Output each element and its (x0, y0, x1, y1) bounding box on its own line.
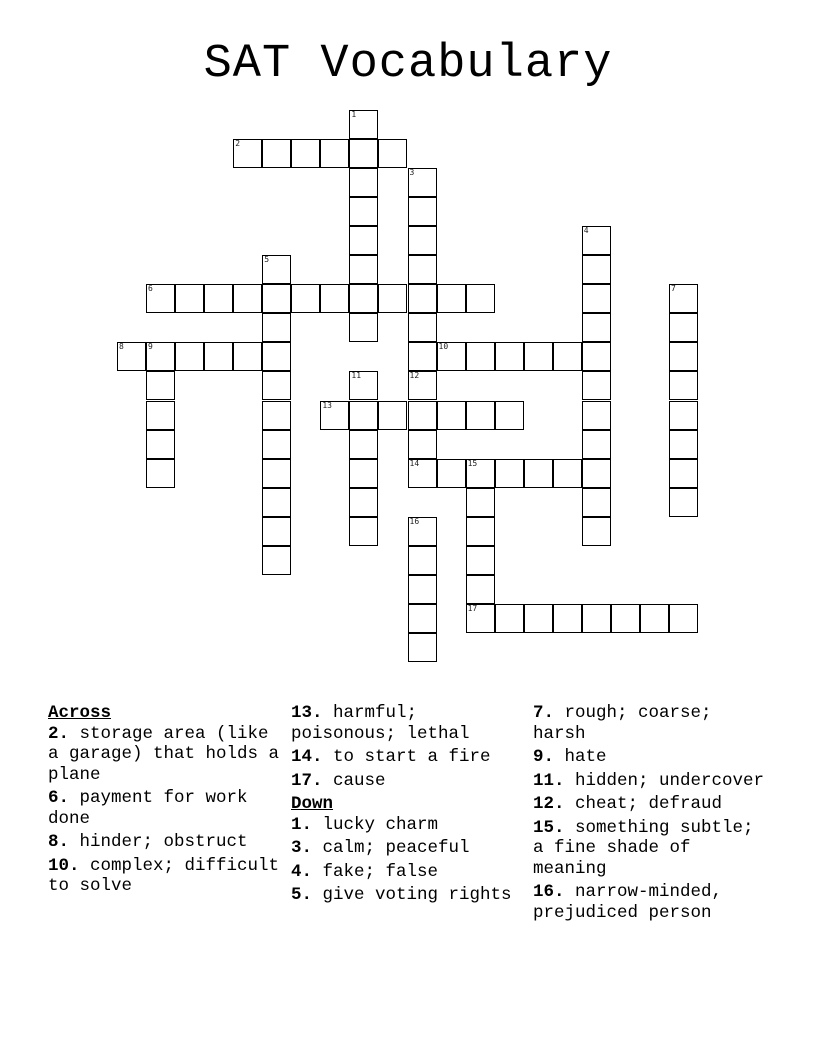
down-clue (533, 818, 773, 880)
grid-cell[interactable] (117, 342, 146, 371)
across-clue (291, 703, 531, 744)
grid-cell[interactable] (146, 371, 175, 400)
clue-text: hinder; obstruct (79, 832, 248, 852)
grid-cell[interactable] (466, 342, 495, 371)
grid-cell[interactable] (437, 401, 466, 430)
grid-cell[interactable] (204, 284, 233, 313)
across-clue (291, 747, 531, 768)
grid-cell[interactable] (262, 139, 291, 168)
grid-cell[interactable] (466, 401, 495, 430)
grid-cell[interactable] (408, 633, 437, 662)
clue-text: cheat; defraud (575, 794, 723, 814)
grid-cell[interactable] (262, 546, 291, 575)
clue-number: 14 (409, 458, 420, 468)
grid-cell[interactable] (669, 459, 698, 488)
clue-text: fake; false (322, 861, 439, 882)
clue-text: to start a fire (333, 747, 491, 767)
grid-cell[interactable] (495, 342, 524, 371)
down-clue (291, 815, 531, 836)
grid-cell[interactable] (349, 459, 378, 488)
grid-cell[interactable] (408, 430, 437, 459)
grid-cell[interactable] (437, 342, 466, 371)
grid-cell[interactable] (466, 546, 495, 575)
grid-cell[interactable] (669, 401, 698, 430)
grid-cell[interactable] (262, 284, 291, 313)
grid-cell[interactable] (408, 604, 437, 633)
grid-cell[interactable] (582, 459, 611, 488)
clue-number: 9 (148, 342, 153, 352)
grid-cell[interactable] (349, 197, 378, 226)
clue-number: 5 (264, 255, 270, 265)
clue-text: payment for work done (48, 788, 248, 829)
clue-number: 11 (351, 371, 362, 381)
down-heading: Down (291, 794, 334, 814)
grid-cell[interactable] (262, 517, 291, 546)
grid-cell[interactable] (495, 401, 524, 430)
grid-cell[interactable] (408, 197, 437, 226)
grid-cell[interactable] (349, 313, 378, 342)
clue-number-label: 8. (48, 832, 70, 852)
clue-number-label: 3. (291, 838, 313, 858)
clue-number-label: 7. (533, 703, 555, 723)
across-clue (48, 832, 288, 853)
grid-cell[interactable] (175, 342, 204, 371)
grid-cell[interactable] (291, 284, 320, 313)
clue-number-label: 12. (533, 794, 565, 814)
grid-cell[interactable] (524, 459, 553, 488)
clue-number-label: 14. (291, 747, 323, 767)
clue-number: 7 (670, 284, 676, 294)
clue-column-2 (291, 703, 531, 909)
grid-cell[interactable] (466, 284, 495, 313)
grid-cell[interactable] (582, 284, 611, 313)
clue-number-label: 5. (291, 885, 313, 905)
grid-cell[interactable] (262, 371, 291, 400)
grid-cell[interactable] (582, 604, 611, 633)
grid-cell[interactable] (582, 371, 611, 400)
grid-cell[interactable] (175, 284, 204, 313)
grid-cell[interactable] (320, 401, 349, 430)
grid-cell[interactable] (146, 401, 175, 430)
grid-cell[interactable] (437, 284, 466, 313)
down-clue (533, 771, 773, 792)
across-clue (48, 856, 288, 897)
grid-cell[interactable] (524, 342, 553, 371)
down-clue (533, 794, 773, 815)
grid-cell[interactable] (437, 459, 466, 488)
clue-column-3 (533, 703, 773, 926)
grid-cell[interactable] (378, 139, 407, 168)
clue-number: 13 (322, 400, 332, 410)
puzzle-title: SAT Vocabulary (203, 38, 613, 91)
grid-cell[interactable] (349, 430, 378, 459)
grid-cell[interactable] (466, 604, 495, 633)
grid-cell[interactable] (582, 517, 611, 546)
grid-cell[interactable] (495, 459, 524, 488)
grid-cell[interactable] (233, 284, 262, 313)
across-heading: Across (48, 703, 112, 723)
grid-cell[interactable] (233, 342, 262, 371)
grid-cell[interactable] (669, 371, 698, 400)
grid-cell[interactable] (204, 342, 233, 371)
clue-text: hidden; undercover (575, 770, 765, 791)
down-clue (533, 747, 773, 768)
grid-cell[interactable] (582, 488, 611, 517)
grid-cell[interactable] (408, 575, 437, 604)
grid-cell[interactable] (262, 313, 291, 342)
down-clue (291, 862, 531, 883)
grid-cell[interactable] (466, 517, 495, 546)
clue-number: 8 (119, 342, 124, 352)
grid-cell[interactable] (378, 401, 407, 430)
clue-text: harmful; poisonous; lethal (291, 703, 470, 744)
clue-text: cause (333, 770, 386, 791)
grid-cell[interactable] (611, 604, 640, 633)
clue-text: hate (564, 747, 607, 767)
grid-cell[interactable] (553, 459, 582, 488)
clue-number: 1 (351, 110, 357, 119)
grid-cell[interactable] (349, 168, 378, 197)
grid-cell[interactable] (669, 604, 698, 633)
clue-number-label: 15. (533, 817, 565, 838)
clue-number: 15 (467, 458, 478, 468)
grid-cell[interactable] (582, 342, 611, 371)
grid-cell[interactable] (408, 284, 437, 313)
grid-cell[interactable] (262, 459, 291, 488)
grid-cell[interactable] (669, 342, 698, 371)
grid-cell[interactable] (408, 401, 437, 430)
clue-number: 2 (235, 139, 241, 149)
clue-text: storage area (like a garage) that holds a plane (48, 723, 280, 785)
grid-cell[interactable] (408, 226, 437, 255)
clue-text: calm; peaceful (322, 838, 470, 858)
grid-cell[interactable] (582, 226, 611, 255)
clue-text: something subtle; a fine shade of meaning (533, 817, 754, 879)
grid-cell[interactable] (146, 459, 175, 488)
grid-cell[interactable] (262, 430, 291, 459)
clue-number-label: 4. (291, 861, 313, 882)
clue-number: 12 (409, 371, 420, 381)
grid-cell[interactable] (669, 430, 698, 459)
across-clue (48, 788, 288, 829)
grid-cell[interactable] (320, 139, 349, 168)
grid-cell[interactable] (408, 517, 437, 546)
grid-cell[interactable] (408, 313, 437, 342)
clue-number-label: 13. (291, 703, 323, 723)
clue-number: 3 (409, 168, 415, 178)
grid-cell[interactable] (349, 284, 378, 313)
grid-cell[interactable] (408, 459, 437, 488)
grid-cell[interactable] (524, 604, 553, 633)
grid-cell[interactable] (349, 110, 378, 139)
across-clue (291, 771, 531, 792)
clue-number: 4 (583, 226, 589, 236)
grid-cell[interactable] (553, 604, 582, 633)
grid-cell[interactable] (349, 226, 378, 255)
clue-number-label: 6. (48, 788, 70, 808)
clue-column-1 (48, 703, 288, 900)
across-clue (48, 724, 288, 786)
grid-cell[interactable] (582, 401, 611, 430)
grid-cell[interactable] (349, 488, 378, 517)
clue-number: 6 (148, 284, 153, 294)
grid-cell[interactable] (495, 604, 524, 633)
grid-cell[interactable] (349, 371, 378, 400)
grid-cell[interactable] (669, 488, 698, 517)
grid-cell[interactable] (146, 430, 175, 459)
grid-cell[interactable] (582, 313, 611, 342)
grid-cell[interactable] (378, 284, 407, 313)
clue-number: 10 (438, 342, 449, 352)
grid-cell[interactable] (408, 371, 437, 400)
clue-number-label: 1. (291, 814, 313, 835)
clue-text: lucky charm (322, 814, 439, 835)
clue-number-label: 2. (48, 723, 70, 744)
clue-number-label: 10. (48, 855, 80, 876)
grid-cell[interactable] (262, 401, 291, 430)
grid-cell[interactable] (320, 284, 349, 313)
clue-number: 16 (409, 516, 420, 526)
clue-number: 17 (467, 603, 478, 613)
grid-cell[interactable] (466, 488, 495, 517)
grid-cell[interactable] (408, 342, 437, 371)
clue-text: narrow-minded, prejudiced person (533, 882, 723, 923)
grid-cell[interactable] (553, 342, 582, 371)
grid-cell[interactable] (582, 430, 611, 459)
grid-cell[interactable] (349, 401, 378, 430)
clue-number-label: 9. (533, 747, 555, 767)
clue-number-label: 11. (533, 770, 565, 791)
grid-cell[interactable] (349, 517, 378, 546)
grid-cell[interactable] (291, 139, 320, 168)
grid-cell[interactable] (262, 342, 291, 371)
grid-cell[interactable] (669, 284, 698, 313)
grid-cell[interactable] (669, 313, 698, 342)
grid-cell[interactable] (233, 139, 262, 168)
down-clue (291, 838, 531, 859)
grid-cell[interactable] (349, 139, 378, 168)
grid-cell[interactable] (146, 342, 175, 371)
grid-cell[interactable] (582, 255, 611, 284)
grid-cell[interactable] (408, 255, 437, 284)
clue-text: give voting rights (322, 885, 512, 905)
down-clue (533, 703, 773, 744)
clue-text: rough; coarse; harsh (533, 703, 712, 744)
grid-cell[interactable] (408, 168, 437, 197)
grid-cell[interactable] (262, 488, 291, 517)
grid-cell[interactable] (466, 459, 495, 488)
grid-cell[interactable] (640, 604, 669, 633)
clue-number-label: 16. (533, 882, 565, 902)
down-clue (533, 882, 773, 923)
grid-cell[interactable] (262, 255, 291, 284)
grid-cell[interactable] (408, 546, 437, 575)
grid-cell[interactable] (349, 255, 378, 284)
down-clue (291, 885, 531, 906)
grid-cell[interactable] (466, 575, 495, 604)
grid-cell[interactable] (146, 284, 175, 313)
clue-text: complex; difficult to solve (48, 855, 280, 896)
clue-number-label: 17. (291, 770, 323, 791)
